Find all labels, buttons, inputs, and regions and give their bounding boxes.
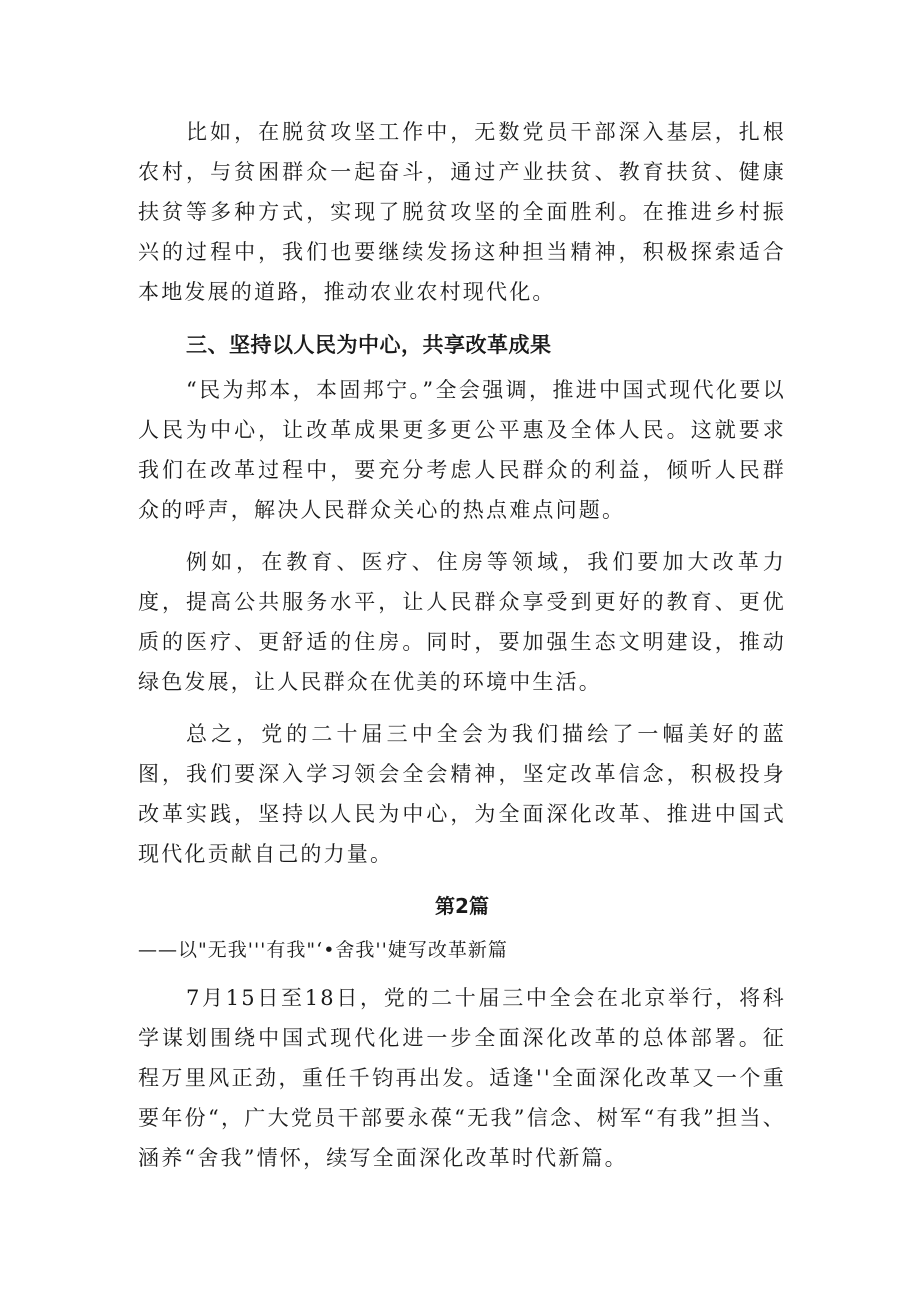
document-body bbox=[138, 112, 786, 1190]
paragraph-plenary-session: 7月15日至18日，党的二十届三中全会在北京举行，将科学谋划围绕中国式现代化进一步全面深化改革的总体部署。征程万里风正劲，重任千钧再出发。适逢''全面深化改革又一个重要年份“，广大党员干部要永葆“无我”信念、树军“有我”担当、涵养“舍我”情怀，续写全面深化改革时代新篇。 bbox=[138, 986, 786, 1170]
article-2-title: 第2篇 bbox=[435, 894, 489, 918]
section-heading-people-centered: 三、坚持以人民为中心，共享改革成果 bbox=[186, 333, 552, 357]
paragraph-people-foundation: “民为邦本，本固邦宁。”全会强调，推进中国式现代化要以人民为中心，让改革成果更多更公平惠及全体人民。这就要求我们在改革过程中，要充分考虑人民群众的利益，倾听人民群众的呼声，解决人民群众关心的热点难点问题。 bbox=[138, 378, 786, 522]
paragraph-conclusion: 总之，党的二十届三中全会为我们描绘了一幅美好的蓝图，我们要深入学习领会全会精神，坚定改革信念，积极投身改革实践，坚持以人民为中心，为全面深化改革、推进中国式现代化贡献自己的力量。 bbox=[138, 722, 786, 866]
paragraph-public-services: 例如，在教育、医疗、住房等领域，我们要加大改革力度，提高公共服务水平，让人民群众享受到更好的教育、更优质的医疗、更舒适的住房。同时，要加强生态文明建设，推动绿色发展，让人民群众在优美的环境中生活。 bbox=[138, 550, 786, 694]
article-2-subtitle: ——以"无我'''有我"‘•舍我''婕写改革新篇 bbox=[138, 939, 508, 961]
paragraph-poverty-alleviation: 比如，在脱贫攻坚工作中，无数党员干部深入基层，扎根农村，与贫困群众一起奋斗，通过产业扶贫、教育扶贫、健康扶贫等多种方式，实现了脱贫攻坚的全面胜利。在推进乡村振兴的过程中，我们也要继续发扬这种担当精神，积极探索适合本地发展的道路，推动农业农村现代化。 bbox=[138, 120, 786, 304]
